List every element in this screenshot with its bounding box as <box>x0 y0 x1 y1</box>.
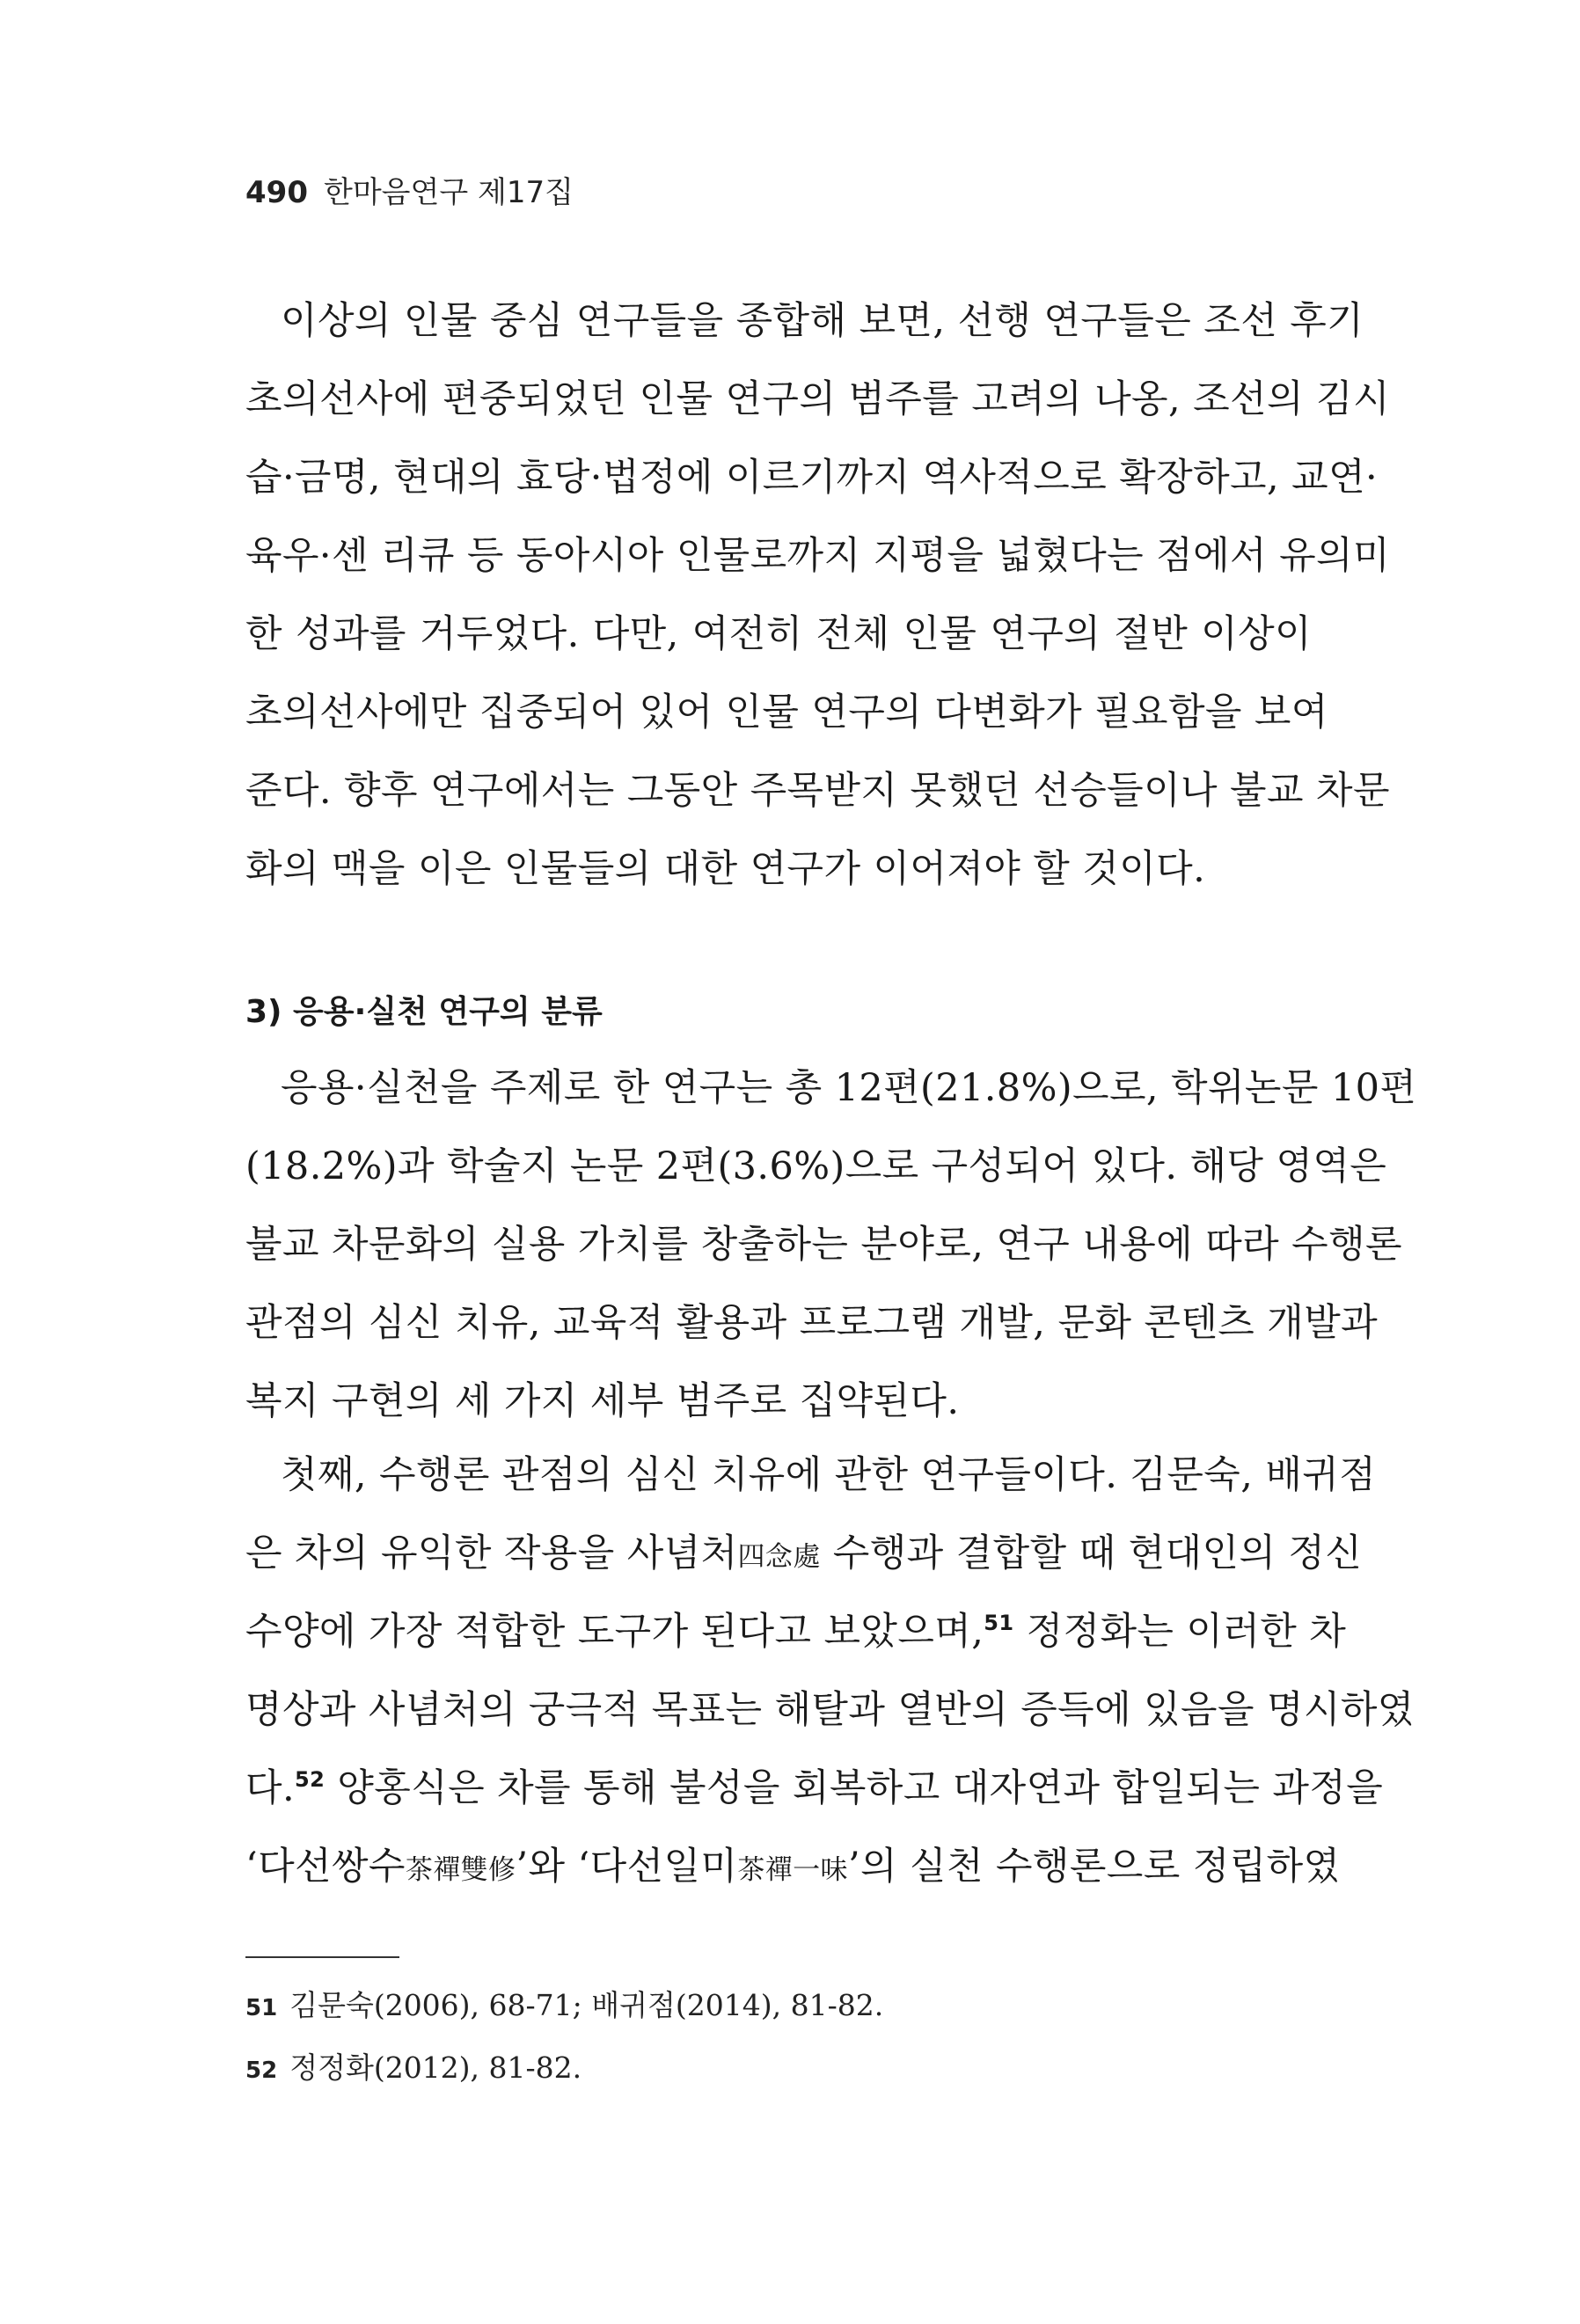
paragraph-1 <box>245 282 1390 909</box>
paragraph-line <box>245 1593 1347 1671</box>
paragraph-line: 화의 맥을 이은 인물들의 대한 연구가 이어져야 할 것이다. <box>245 847 1206 891</box>
text-run: 은 차의 유익한 작용을 사념처 <box>245 1531 738 1575</box>
paragraph-line: 명상과 사념처의 궁극적 목표는 해탈과 열반의 증득에 있음을 명시하였 <box>245 1688 1415 1732</box>
hanja-gloss: 四念處 <box>737 1541 821 1573</box>
paragraph-line: 관점의 심신 치유, 교육적 활용과 프로그램 개발, 문화 콘텐츠 개발과 <box>245 1301 1379 1345</box>
text-run: 수양에 가장 적합한 도구가 된다고 보았으며, <box>245 1610 984 1654</box>
text-run: ’의 실천 수행론으로 정립하였 <box>847 1845 1341 1889</box>
text-run: 수행과 결합할 때 현대인의 정신 <box>820 1531 1363 1575</box>
paragraph-line: (18.2%)과 학술지 논문 2편(3.6%)으로 구성되어 있다. 해당 영역은 <box>245 1144 1387 1188</box>
paragraph-3 <box>245 1436 1415 1906</box>
text-run: 다. <box>245 1766 296 1810</box>
paragraph-line: 불교 차문화의 실용 가치를 창출하는 분야로, 연구 내용에 따라 수행론 <box>245 1223 1402 1267</box>
footnote-52 <box>245 2047 582 2092</box>
paragraph-line: 초의선사에 편중되었던 인물 연구의 범주를 고려의 나옹, 조선의 김시 <box>245 377 1390 421</box>
journal-title: 한마음연구 제17집 <box>323 175 574 210</box>
paragraph-line: 응용·실천을 주제로 한 연구는 총 12편(21.8%)으로, 학위논문 10편 <box>281 1066 1417 1110</box>
paragraph-line: 한 성과를 거두었다. 다만, 여전히 전체 인물 연구의 절반 이상이 <box>245 612 1312 656</box>
footnote-marker[interactable]: 52 <box>295 1767 326 1792</box>
hanja-gloss: 茶禪雙修 <box>405 1854 516 1886</box>
paragraph-line <box>245 1750 1384 1828</box>
paragraph-line: 초의선사에만 집중되어 있어 인물 연구의 다변화가 필요함을 보여 <box>245 691 1328 734</box>
hanja-gloss: 茶禪一味 <box>737 1854 848 1886</box>
paragraph-2 <box>245 1049 1417 1441</box>
text-run: 양홍식은 차를 통해 불성을 회복하고 대자연과 합일되는 과정을 <box>325 1766 1384 1810</box>
paragraph-line: 준다. 향후 연구에서는 그동안 주목받지 못했던 선승들이나 불교 차문 <box>245 769 1390 813</box>
footnote-divider <box>245 1956 399 1958</box>
footnote-51 <box>245 1984 883 2029</box>
running-header <box>245 172 574 213</box>
text-run: ‘다선쌍수 <box>245 1845 406 1889</box>
text-run: 정정화는 이러한 차 <box>1013 1610 1347 1654</box>
paragraph-line: 이상의 인물 중심 연구들을 종합해 보면, 선행 연구들은 조선 후기 <box>281 299 1364 343</box>
footnote-number: 51 <box>245 1995 278 2021</box>
footnote-marker[interactable]: 51 <box>984 1611 1014 1635</box>
section-heading: 3) 응용·실천 연구의 분류 <box>245 994 603 1030</box>
paragraph-line: 첫째, 수행론 관점의 심신 치유에 관한 연구들이다. 김문숙, 배귀점 <box>281 1453 1377 1497</box>
footnote-text: 정정화(2012), 81-82. <box>289 2050 582 2085</box>
paragraph-line: 습·금명, 현대의 효당·법정에 이르기까지 역사적으로 확장하고, 교연· <box>245 456 1379 500</box>
text-run: ’와 ‘다선일미 <box>516 1845 738 1889</box>
paragraph-line <box>245 1515 1363 1593</box>
paragraph-line: 복지 구현의 세 가지 세부 범주로 집약된다. <box>245 1379 960 1423</box>
footnote-number: 52 <box>245 2057 278 2084</box>
footnote-text: 김문숙(2006), 68-71; 배귀점(2014), 81-82. <box>289 1988 884 2022</box>
paragraph-line: 육우·센 리큐 등 동아시아 인물로까지 지평을 넓혔다는 점에서 유의미 <box>245 534 1390 578</box>
page-number: 490 <box>245 175 308 210</box>
paragraph-line <box>245 1828 1341 1906</box>
